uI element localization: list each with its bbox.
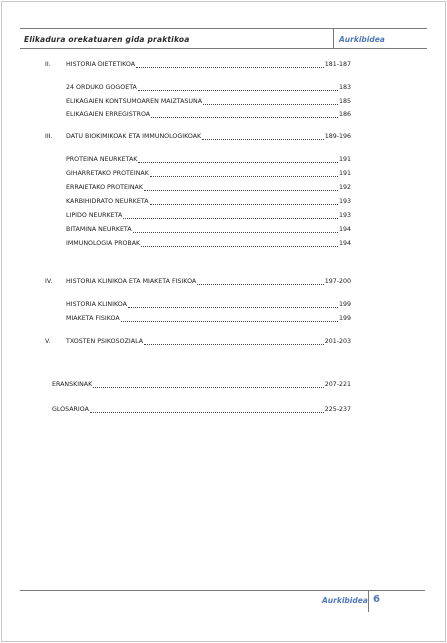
section-pages: 201-203 [324,338,351,345]
item-page: 199 [338,301,351,308]
item-label: LIPIDO NEURKETA [66,212,123,219]
toc-item[interactable] [66,170,351,178]
item-page: 191 [338,170,351,177]
item-page: 194 [338,226,351,233]
section-name: Aurkibidea [339,35,385,44]
leader-dots [144,344,324,345]
item-label: 24 ORDUKO GOGOETA [66,84,137,91]
leader-dots [128,307,338,308]
section-label: TXOSTEN PSIKOSOZIALA [66,338,144,345]
toc-section-iv[interactable] [45,278,351,286]
section-pages: 189-196 [324,133,351,140]
toc-item[interactable] [66,315,351,323]
toc-item[interactable] [66,226,351,234]
leader-dots [121,321,338,322]
section-label: HISTORIA DIETETIKOA [66,61,136,68]
item-page: 192 [338,184,351,191]
appendix-pages: 225-237 [324,406,351,413]
item-page: 194 [338,240,351,247]
item-page: 186 [338,111,351,118]
toc-item[interactable] [66,240,351,248]
toc-item[interactable] [66,156,351,164]
toc-item[interactable] [66,184,351,192]
toc-item[interactable] [66,301,351,309]
toc-item[interactable] [66,98,351,106]
leader-dots [144,190,338,191]
leader-dots [136,67,324,68]
item-page: 193 [338,212,351,219]
toc-section-v[interactable] [45,338,351,346]
leader-dots [150,204,338,205]
item-page: 199 [338,315,351,322]
appendix-label: GLOSARIOA [52,406,89,413]
leader-dots [123,218,338,219]
toc-item[interactable] [66,111,351,119]
appendix-label: ERANSKINAK [52,381,93,388]
leader-dots [150,176,338,177]
header-top-rule [20,28,427,29]
item-label: MIAKETA FISIKOA [66,315,120,322]
toc-section-iii[interactable] [45,133,351,141]
leader-dots [138,162,338,163]
item-label: PROTEINA NEURKETAK [66,156,138,163]
toc-appendix-glosarioa[interactable] [52,406,351,414]
leader-dots [203,104,338,105]
item-label: KARBIHIDRATO NEURKETA [66,198,149,205]
item-label: HISTORIA KLINIKOA [66,301,127,308]
toc-item[interactable] [66,84,351,92]
toc-section-ii[interactable] [45,61,351,69]
item-page: 183 [338,84,351,91]
section-number: II. [45,61,51,68]
section-label: DATU BIOKIMIKOAK ETA IMMUNOLOGIKOAK [66,133,202,140]
item-label: ELIKAGAIEN ERREGISTROA [66,111,151,118]
item-label: IMMUNOLOGIA PROBAK [66,240,141,247]
item-page: 191 [338,156,351,163]
appendix-pages: 207-221 [324,381,351,388]
toc-appendix-eranskinak[interactable] [52,381,351,389]
section-pages: 197-200 [324,278,351,285]
leader-dots [90,412,324,413]
leader-dots [141,246,338,247]
section-number: V. [45,338,51,345]
leader-dots [93,387,323,388]
footer-section-name: Aurkibidea [322,596,368,605]
section-number: III. [45,133,53,140]
leader-dots [133,232,338,233]
leader-dots [151,117,338,118]
footer-divider [368,590,369,612]
leader-dots [197,284,323,285]
header-bottom-rule [20,48,427,49]
item-page: 193 [338,198,351,205]
section-number: IV. [45,278,53,285]
toc-item[interactable] [66,212,351,220]
leader-dots [138,90,338,91]
toc-item[interactable] [66,198,351,206]
item-page: 185 [338,98,351,105]
page-number: 6 [373,594,380,605]
leader-dots [202,139,324,140]
header-divider [333,28,334,48]
item-label: ELIKAGAIEN KONTSUMOAREN MAIZTASUNA [66,98,203,105]
item-label: ERRAIETAKO PROTEINAK [66,184,143,191]
section-pages: 181-187 [324,61,351,68]
footer-rule [20,590,425,591]
section-label: HISTORIA KLINIKOA ETA MIAKETA FISIKOA [66,278,197,285]
item-label: BITAMINA NEURKETA [66,226,132,233]
document-title: Elikadura orekatuaren gida praktikoa [24,35,190,44]
item-label: GIHARRETAKO PROTEINAK [66,170,149,177]
